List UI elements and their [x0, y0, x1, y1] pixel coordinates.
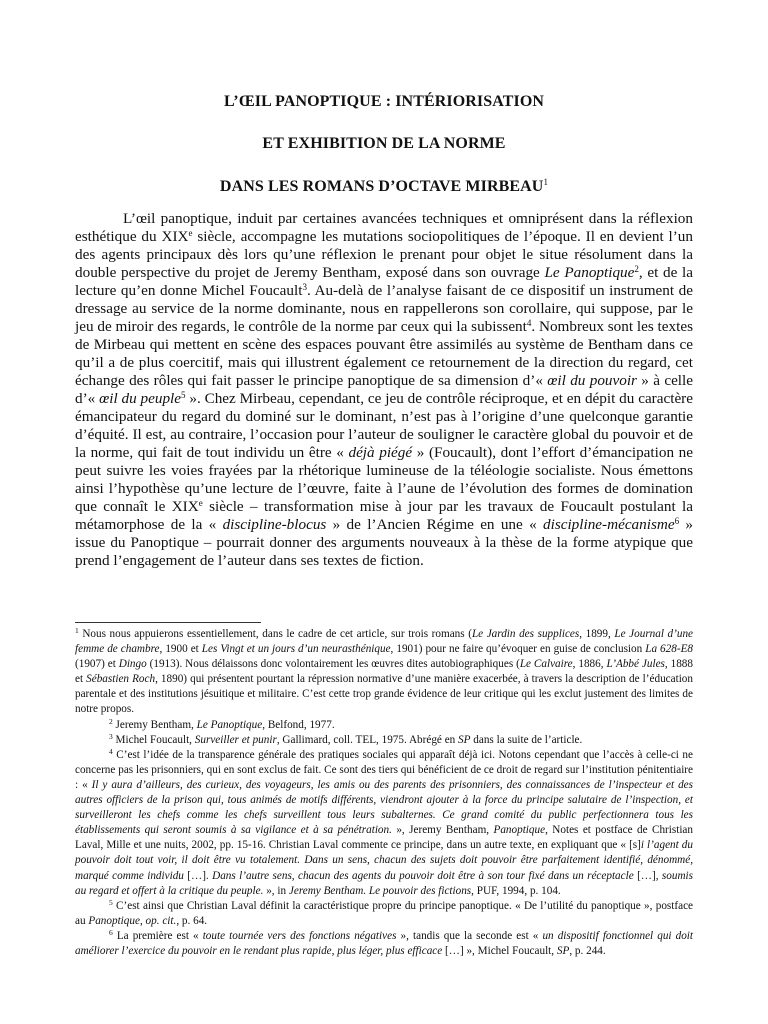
body-italic-run: œil du pouvoir	[547, 372, 637, 389]
footnote-ref-5[interactable]: 5	[181, 390, 186, 400]
footnote-italic: Jeremy Bentham. Le pouvoir des fictions	[288, 884, 472, 897]
title-line-2: ET EXHIBITION DE LA NORME	[262, 135, 506, 152]
footnote-2	[75, 718, 693, 733]
footnote-ref-6[interactable]: 6	[674, 516, 680, 526]
footnote-number: 5	[109, 897, 113, 907]
footnote-text: , Notes et postface de Christian Laval, Mille et une nuits, 2002, pp. 15-16. Christian Laval commente ce principe, dans un autre texte, en expliquant que « [s]	[75, 824, 693, 852]
footnote-italic: toute tournée vers des fonctions négatives	[202, 929, 397, 942]
footnote-italic: Surveiller et punir	[194, 733, 277, 746]
footnote-separator	[75, 622, 261, 623]
century-superscript: e	[188, 228, 193, 238]
footnote-ref-1[interactable]: 1	[543, 177, 549, 187]
footnote-ref-3[interactable]: 3	[302, 282, 307, 292]
title-line-3	[0, 177, 768, 196]
footnote-text: », tandis que la seconde est «	[396, 929, 543, 942]
footnote-text: ,	[139, 914, 146, 927]
footnote-text: , p. 244.	[569, 944, 606, 957]
body-text-run: . Au-delà de l’analyse faisant de ce dispositif un instrument de dressage au service de la norme dominante, nous en rappellerons son corollaire, qui suppose, par le jeu de miroir des regards, le contrôle de la norme par ceux qui la subissent	[75, 282, 693, 335]
footnote-italic: un dispositif fonctionnel qui doit améliorer l’exercice du pouvoir en le rendant plus rapide, plus léger, plus efficace	[75, 929, 694, 957]
footnote-text: […] », Michel Foucault,	[442, 944, 557, 957]
footnote-italic: SP	[458, 733, 471, 746]
footnote-text: […],	[633, 869, 662, 882]
body-text-run: » (Foucault), dont l’effort d’émancipation ne peut suivre les voies frayées par la rhétorique lumineuse de la téléologie socialiste. Nous émettons ainsi l’hypothèse qu’une lecture de l’œuvre, faite à l’aune de l’évolution des formes de domination que connaît le XIX	[75, 444, 693, 515]
footnote-italic: i l’agent du pouvoir doit tout voir, il doit être vu totalement. Dans un sens, chacun des sujets doit pouvoir être parfaitement identifié, dénommé, marqué comme individu	[75, 839, 693, 882]
footnote-text: […].	[183, 869, 213, 882]
footnote-italic: Le Panoptique	[196, 718, 263, 731]
footnote-text: », in	[263, 884, 289, 897]
footnote-ref-2[interactable]: 2	[634, 264, 639, 274]
footnote-italic: L’Abbé Jules	[606, 658, 665, 671]
footnote-italic: SP	[556, 944, 570, 957]
body-text-run: siècle, accompagne les mutations sociopolitiques de l’époque. Il en devient l’un des agents principaux dès lors qu’une réflexion le prenant pour objet le situe résolument dans la double perspective du projet de Jeremy Bentham, exposé dans son ouvrage	[75, 228, 693, 281]
footnote-italic: Dingo	[118, 658, 147, 671]
body-italic-run: œil du peuple	[99, 390, 182, 407]
footnote-italic: Sébastien Roch	[86, 673, 156, 686]
title-line-1: L’ŒIL PANOPTIQUE : INTÉRIORISATION	[223, 93, 545, 110]
footnote-text: La première est «	[112, 929, 203, 942]
footnote-italic: Panoptique	[88, 914, 140, 927]
footnote-text: , 1886,	[572, 658, 607, 671]
footnote-text: , p. 64.	[176, 914, 208, 927]
footnote-text: , Gallimard, coll. TEL, 1975. Abrégé en	[276, 733, 459, 746]
footnote-text: , 1900 et	[159, 643, 202, 656]
footnote-text: , 1901) pour ne faire qu’évoquer en guise de conclusion	[390, 643, 646, 656]
footnotes	[75, 627, 693, 959]
footnote-1	[75, 627, 693, 718]
footnote-3	[75, 733, 693, 748]
footnote-italic: op. cit.	[145, 914, 177, 927]
footnote-italic: Le Calvaire	[519, 658, 573, 671]
title-line-3-text: DANS LES ROMANS D’OCTAVE MIRBEAU	[219, 178, 544, 195]
body-text-run: . Nombreux sont les textes de Mirbeau qui mettent en scène des espaces pouvant être assimilés au système de Bentham dans ce qu’il a de plus coercitif, mais qui illustrent également ce retournement de la direction du regard, cet échange des rôles qui fait passer le principe panoptique de sa dimension d’«	[75, 318, 693, 389]
footnote-italic: Dans l’autre sens, chacun des agents du pouvoir doit être à son tour fixé dans un réceptacle	[212, 869, 634, 882]
footnote-text: , PUF, 1994, p. 104.	[471, 884, 561, 897]
footnote-text: dans la suite de l’article.	[470, 733, 583, 746]
footnote-text: , 1899,	[579, 628, 615, 640]
footnote-italic: Le Journal d’une femme de chambre	[75, 628, 694, 656]
footnote-italic: soumis au regard et offert à la critique du peuple.	[75, 869, 693, 897]
body-italic-run: Le Panoptique	[544, 264, 635, 281]
footnote-text: (1907) et	[75, 658, 119, 671]
footnote-italic: Il y aura d’ailleurs, des curieux, des voyageurs, les amis ou des parents des prisonniers, des connaissances de l’inspecteur et des autres officiers de la prison qui, tous animés de motifs différents, viendront ajouter à la force du principe salutaire de l’inspection, et surveilleront les chefs comme les chefs surveillent tous leurs subalternes. Ce grand comité du public perfectionnera tous les établissements qui seront soumis à sa vigilance et à sa pénétration.	[75, 778, 693, 837]
footnote-italic: Le Jardin des supplices	[471, 628, 580, 640]
footnote-text: , Belfond, 1977.	[262, 718, 335, 731]
footnote-ref-4[interactable]: 4	[526, 318, 532, 328]
footnote-text: , 1888 et	[75, 658, 693, 686]
body-italic-run: déjà piégé	[348, 444, 413, 461]
body-text-run: » de l’Ancien Régime en une «	[326, 516, 543, 533]
footnote-4	[75, 748, 693, 899]
body-text-run: siècle – transformation mise à jour par les travaux de Foucault postulant la métamorphose de la «	[75, 498, 693, 533]
footnote-italic: Les Vingt et un jours d’un neurasthénique	[201, 643, 391, 656]
body-italic-run: discipline-blocus	[222, 516, 327, 533]
footnote-6	[75, 929, 693, 959]
footnote-number: 6	[109, 927, 113, 937]
body-text-run: , et de la lecture qu’en donne Michel Foucault	[75, 264, 693, 299]
footnote-italic: Panoptique	[493, 824, 546, 837]
body-text-run: » à celle d’«	[75, 372, 693, 407]
footnote-text: , 1890) qui présentent pourtant la répression normative d’une manière exacerbée, à travers la description de l’éducation parentale et des institutions jésuitique et militaire. C’est cette trop grande évidence de leur critique qui les exclut justement des limites de notre propos.	[75, 673, 693, 716]
body-italic-run: discipline-mécanisme	[543, 516, 675, 533]
footnote-number: 3	[109, 731, 113, 741]
body-text-run: » issue du Panoptique – pourrait donner des arguments nouveaux à la thèse de la forme atypique que prend l’engagement de l’auteur dans ses textes de fiction.	[75, 516, 693, 569]
footnote-number: 1	[75, 626, 79, 635]
body-text-run: L’œil panoptique, induit par certaines avancées techniques et omniprésent dans la réflexion esthétique du XIX	[75, 210, 693, 245]
footnote-italic: La 628-E8	[645, 643, 693, 656]
body-text-run: ». Chez Mirbeau, cependant, ce jeu de contrôle réciproque, et en dépit du caractère émancipateur du regard du dominé sur le dominant, n’est pas à l’origine d’une quelconque garantie d’équité. Il est, au contraire, l’occasion pour l’auteur de souligner le caractère global du pouvoir et de la norme, qui fait de tout individu un être «	[75, 390, 693, 461]
footnote-text: Jeremy Bentham,	[112, 718, 197, 731]
footnote-text: C’est ainsi que Christian Laval définit la caractéristique propre du principe panoptique. « De l’utilité du panoptique », postface au	[75, 899, 693, 927]
footnote-text: », Jeremy Bentham,	[391, 824, 494, 837]
footnote-text: Nous nous appuierons essentiellement, dans le cadre de cet article, sur trois romans (	[78, 628, 472, 640]
body-paragraph	[75, 210, 693, 570]
century-superscript: e	[198, 498, 203, 508]
footnote-text: Michel Foucault,	[112, 733, 195, 746]
footnote-text: (1913). Nous délaissons donc volontairement les œuvres dites autobiographiques (	[146, 658, 520, 671]
footnote-5	[75, 899, 693, 929]
footnote-text: C’est l’idée de la transparence générale des pratiques sociales qui apparaît déjà ici. Notons cependant que l’accès à celle-ci ne concerne pas les prisonniers, qui en sont exclus de fait. Ce sont des tiers qui bénéficient de ce droit de regard sur l’institution pénitentiaire : «	[75, 748, 693, 791]
footnote-number: 2	[109, 716, 113, 726]
footnote-number: 4	[109, 746, 113, 756]
